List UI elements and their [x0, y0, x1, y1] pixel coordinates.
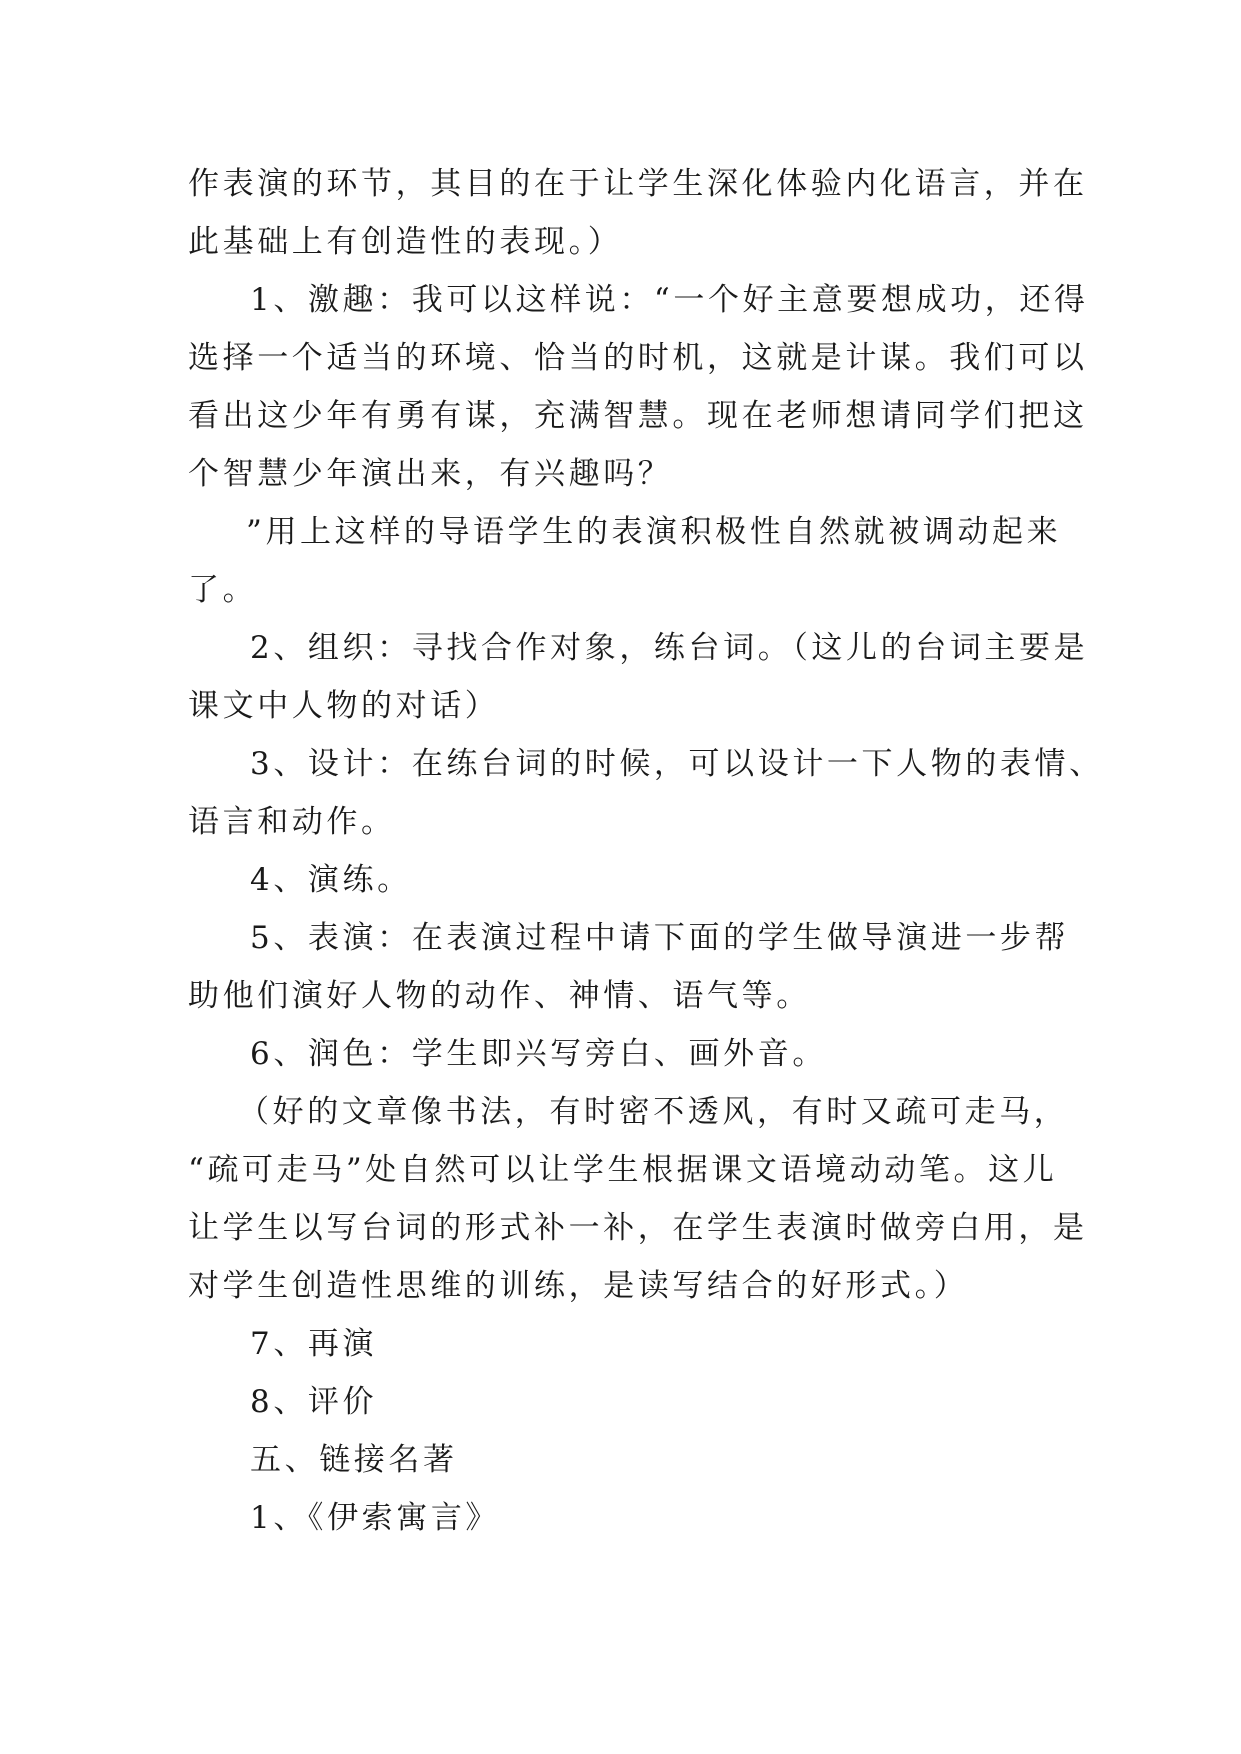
text-line: 让学生以写台词的形式补一补，在学生表演时做旁白用，是 [188, 1210, 1088, 1246]
text-line: 5、表演：在表演过程中请下面的学生做导演进一步帮 [250, 920, 1070, 956]
text-line: 课文中人物的对话） [188, 688, 500, 724]
section-heading: 五、链接名著 [250, 1442, 458, 1478]
text-line: ”用上这样的导语学生的表演积极性自然就被调动起来 [246, 514, 1062, 550]
text-line: 看出这少年有勇有谋，充满智慧。现在老师想请同学们把这 [188, 398, 1088, 434]
text-line: 7、再演 [250, 1326, 378, 1362]
text-line: 1、激趣：我可以这样说：“一个好主意要想成功，还得 [250, 282, 1089, 318]
text-line: 3、设计：在练台词的时候，可以设计一下人物的表情、 [250, 746, 1104, 782]
text-line: 语言和动作。 [188, 804, 396, 840]
text-line: 个智慧少年演出来，有兴趣吗？ [188, 456, 673, 492]
text-line: 4、演练。 [250, 862, 412, 898]
text-line: 1、《伊索寓言》 [250, 1500, 501, 1536]
text-line: 对学生创造性思维的训练，是读写结合的好形式。） [188, 1268, 969, 1304]
text-line: 2、组织：寻找合作对象，练台词。（这儿的台词主要是 [250, 630, 1089, 666]
text-line: 8、评价 [250, 1384, 378, 1420]
text-line: 了。 [188, 572, 258, 608]
text-line: 作表演的环节，其目的在于让学生深化体验内化语言，并在 [188, 166, 1088, 202]
text-line: 此基础上有创造性的表现。） [188, 224, 623, 260]
text-line: 选择一个适当的环境、恰当的时机，这就是计谋。我们可以 [188, 340, 1088, 376]
text-line: （好的文章像书法，有时密不透风，有时又疏可走马， [238, 1094, 1069, 1130]
text-line: 6、润色：学生即兴写旁白、画外音。 [250, 1036, 827, 1072]
text-line: 助他们演好人物的动作、神情、语气等。 [188, 978, 811, 1014]
text-line: “疏可走马”处自然可以让学生根据课文语境动动笔。这儿 [188, 1152, 1058, 1188]
